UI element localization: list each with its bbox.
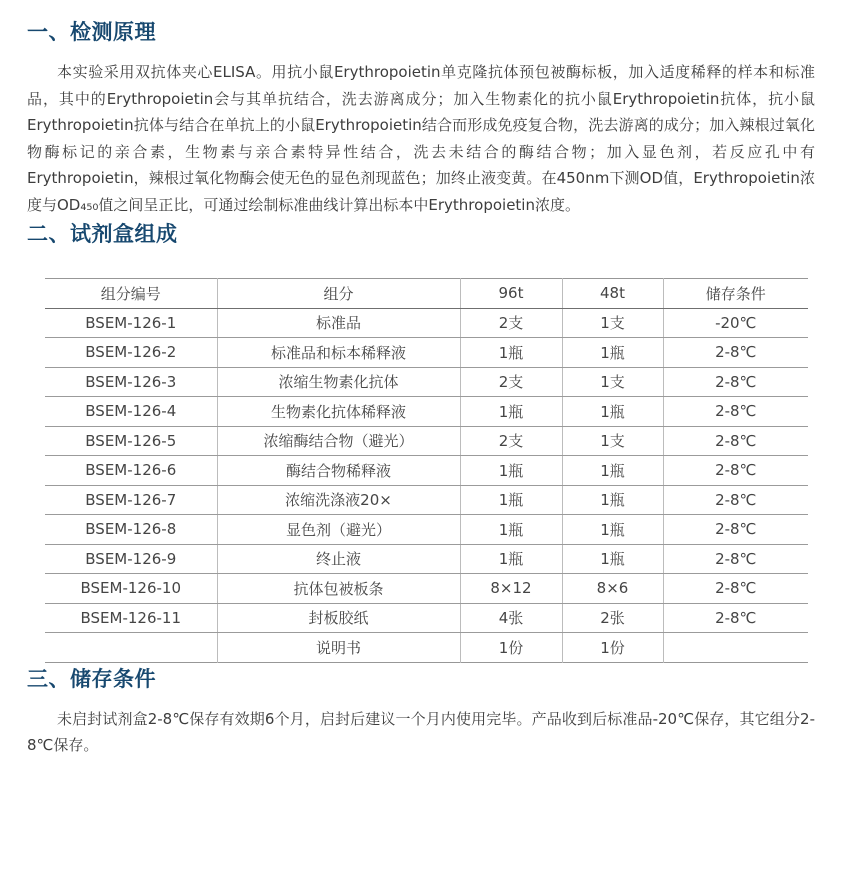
table-cell: 1瓶 (562, 456, 663, 486)
table-row (45, 426, 808, 456)
table-cell: 1瓶 (562, 544, 663, 574)
table-cell: 1瓶 (562, 397, 663, 427)
table-cell: BSEM-126-8 (45, 515, 217, 545)
table-cell: 说明书 (217, 633, 460, 663)
section3-paragraph: 未启封试剂盒2-8℃保存有效期6个月，启封后建议一个月内使用完毕。产品收到后标准品-20℃保存，其它组分2-8℃保存。 (27, 709, 815, 754)
table-cell: 2支 (460, 426, 562, 456)
column-header: 组分 (217, 279, 460, 309)
table-cell: 终止液 (217, 544, 460, 574)
table-row (45, 367, 808, 397)
table-row (45, 397, 808, 427)
table-cell: 显色剂（避光） (217, 515, 460, 545)
table-row (45, 544, 808, 574)
table-cell: 标准品 (217, 308, 460, 338)
table-cell: BSEM-126-4 (45, 397, 217, 427)
table-cell: 1瓶 (460, 544, 562, 574)
table-cell: 2-8℃ (663, 544, 808, 574)
table-cell: BSEM-126-5 (45, 426, 217, 456)
table-cell: 抗体包被板条 (217, 574, 460, 604)
table-cell: 8×6 (562, 574, 663, 604)
table-cell (45, 633, 217, 663)
table-cell: 浓缩生物素化抗体 (217, 367, 460, 397)
table-cell: -20℃ (663, 308, 808, 338)
table-cell: 2-8℃ (663, 397, 808, 427)
table-cell: BSEM-126-3 (45, 367, 217, 397)
table-cell: 2-8℃ (663, 515, 808, 545)
table-cell: 1支 (562, 426, 663, 456)
table-row (45, 633, 808, 663)
table-row (45, 515, 808, 545)
table-cell: 2-8℃ (663, 574, 808, 604)
table-cell: 1瓶 (562, 515, 663, 545)
column-header: 组分编号 (45, 279, 217, 309)
section-storage-conditions (27, 663, 815, 759)
table-row (45, 485, 808, 515)
table-cell: BSEM-126-11 (45, 603, 217, 633)
column-header: 48t (562, 279, 663, 309)
table-cell (663, 633, 808, 663)
section-detection-principle (27, 16, 815, 218)
column-header: 储存条件 (663, 279, 808, 309)
section2-title: 二、试剂盒组成 (27, 222, 178, 246)
table-cell: 1瓶 (562, 485, 663, 515)
table-row (45, 574, 808, 604)
table-cell: 2-8℃ (663, 367, 808, 397)
section1-title: 一、检测原理 (27, 20, 156, 44)
table-cell: 2-8℃ (663, 485, 808, 515)
table-cell: 1瓶 (460, 338, 562, 368)
table-cell: 2-8℃ (663, 338, 808, 368)
table-cell: 4张 (460, 603, 562, 633)
table-header-row (45, 279, 808, 309)
table-cell: 2-8℃ (663, 456, 808, 486)
section-kit-components (27, 218, 815, 663)
table-cell: 1支 (562, 308, 663, 338)
table-cell: 浓缩洗涤液20× (217, 485, 460, 515)
table-cell: 1份 (460, 633, 562, 663)
table-row (45, 603, 808, 633)
table-cell: BSEM-126-6 (45, 456, 217, 486)
table-cell: 1瓶 (460, 456, 562, 486)
table-cell: BSEM-126-1 (45, 308, 217, 338)
table-cell: 标准品和标本稀释液 (217, 338, 460, 368)
table-cell: 2张 (562, 603, 663, 633)
table-row (45, 308, 808, 338)
table-cell: 1瓶 (460, 397, 562, 427)
table-cell: 2-8℃ (663, 603, 808, 633)
table-cell: 8×12 (460, 574, 562, 604)
table-cell: BSEM-126-7 (45, 485, 217, 515)
components-table (45, 278, 808, 663)
table-cell: 生物素化抗体稀释液 (217, 397, 460, 427)
table-cell: 2支 (460, 367, 562, 397)
section1-paragraph: 本实验采用双抗体夹心ELISA。用抗小鼠Erythropoietin单克隆抗体预包被酶标板，加入适度稀释的样本和标准品，其中的Erythropoietin会与其单抗结合，洗去游离成分；加入生物素化的抗小鼠Erythropoietin抗体，抗小鼠Erythropoietin抗体与结合在单抗上的小鼠Erythropoietin结合而形成免疫复合物，洗去游离的成分；加入辣根过氧化物酶标记的亲合素，生物素与亲合素特异性结合，洗去未结合的酶结合物；加入显色剂，若反应孔中有Erythropoietin，辣根过氧化物酶会使无色的显色剂现蓝色；加终止液变黄。在450nm下测OD值，Erythropoietin浓度与OD₄₅₀值之间呈正比，可通过绘制标准曲线计算出标本中Erythropoietin浓度。 (27, 63, 815, 214)
table-row (45, 338, 808, 368)
table-cell: 1份 (562, 633, 663, 663)
column-header: 96t (460, 279, 562, 309)
section3-title: 三、储存条件 (27, 666, 156, 691)
table-cell: 1瓶 (460, 485, 562, 515)
table-cell: BSEM-126-2 (45, 338, 217, 368)
table-cell: BSEM-126-10 (45, 574, 217, 604)
table-cell: BSEM-126-9 (45, 544, 217, 574)
table-cell: 2支 (460, 308, 562, 338)
table-cell: 1瓶 (562, 338, 663, 368)
table-cell: 浓缩酶结合物（避光） (217, 426, 460, 456)
table-cell: 2-8℃ (663, 426, 808, 456)
table-cell: 封板胶纸 (217, 603, 460, 633)
table-cell: 1瓶 (460, 515, 562, 545)
table-cell: 酶结合物稀释液 (217, 456, 460, 486)
table-row (45, 456, 808, 486)
table-cell: 1支 (562, 367, 663, 397)
